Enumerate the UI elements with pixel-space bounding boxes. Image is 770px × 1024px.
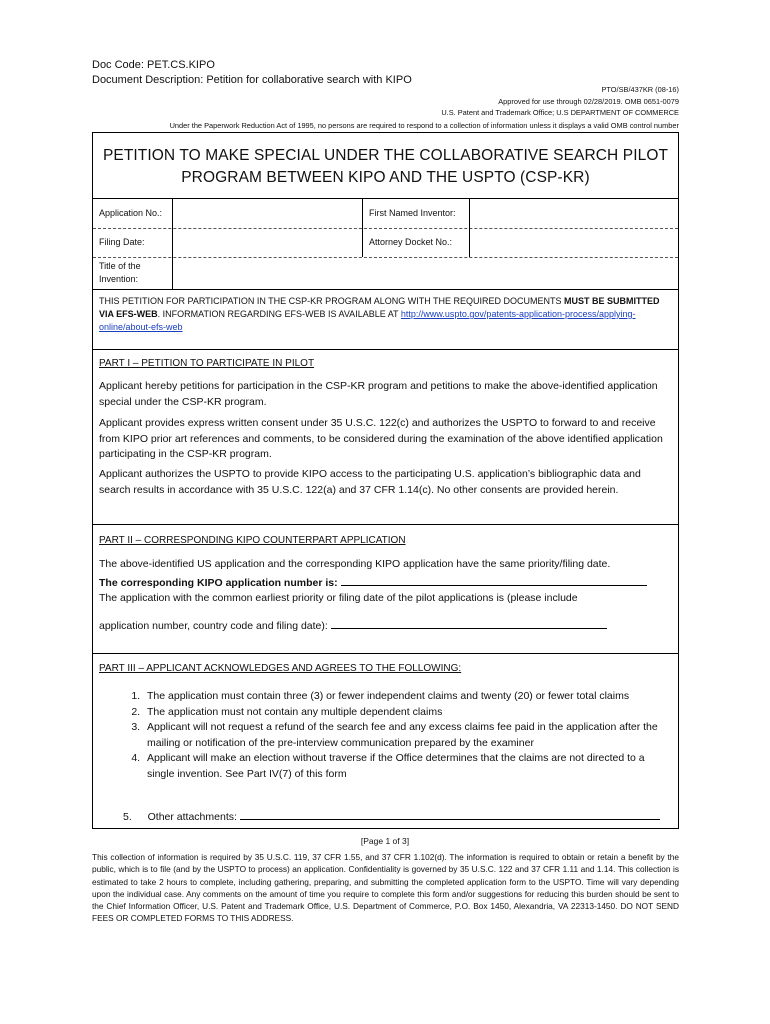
title-of-invention-label: Title of the Invention:: [99, 261, 141, 284]
part2-paragraph: The above-identified US application and the corresponding KIPO application have the same priority/filing date.: [99, 558, 611, 570]
table-column-divider: [362, 198, 363, 257]
page-number: [Page 1 of 3]: [360, 836, 410, 846]
table-column-divider: [172, 198, 173, 289]
form-box: [92, 132, 679, 829]
agency-name: U.S. Patent and Trademark Office; U.S DEPARTMENT OF COMMERCE: [441, 108, 679, 117]
kipo-number-label: The corresponding KIPO application number is:: [99, 577, 338, 589]
efs-notice: [99, 295, 668, 334]
efs-web-link[interactable]: http://www.uspto.gov/patents-application-process/applying-online/about-efs-web: [99, 309, 636, 332]
doc-description: Document Description: Petition for collaborative search with KIPO: [92, 74, 412, 86]
doc-code: Doc Code: PET.CS.KIPO: [92, 59, 215, 71]
application-no-input[interactable]: [174, 200, 360, 227]
filing-date-input[interactable]: [174, 230, 360, 256]
paperwork-notice: Under the Paperwork Reduction Act of 1995, no persons are required to respond to a collection of information unless it displays a valid OMB control number: [169, 121, 679, 130]
part1-paragraph: Applicant authorizes the USPTO to provide KIPO access to the participating U.S. application’s bibliographic data and search results in accordance with 35 U.S.C. 122(a) and 37 CFR 1.14(c). No other consents are provided herein.: [99, 468, 641, 496]
acknowledgement-list: [99, 689, 668, 782]
other-attachments-label: Other attachments:: [147, 811, 237, 823]
section-divider: [93, 653, 678, 654]
table-top-border: [93, 198, 678, 199]
efs-bold-text: MUST BE SUBMITTED VIA EFS-WEB: [99, 296, 660, 319]
item-number: 5.: [123, 811, 132, 823]
form-number: PTO/SB/437KR (08-16): [601, 85, 679, 94]
burden-statement: This collection of information is required by 35 U.S.C. 119, 37 CFR 1.55, and 37 CFR 1.102(d). The information is required to obtain or retain a benefit by the public, which is to file (and by the USPTO to process) an application. Confidentiality is governed by 35 U.S.C. 122 and 37 CFR 1.11 and 1.14. This collection is estimated to take 2 hours to complete, including gathering, preparing, and submitting the completed application form to the USPTO. Time will vary depending upon the individual case. Any comments on the amount of time you require to complete this form and/or suggestions for reducing this burden should be sent to the Chief Information Officer, U.S. Patent and Trademark Office, U.S. Department of Commerce, P.O. Box 1450, Alexandria, VA 22313-1450. DO NOT SEND FEES OR COMPLETED FORMS TO THIS ADDRESS.: [92, 852, 679, 924]
table-bottom-border: [93, 289, 678, 290]
table-row-divider: [93, 257, 678, 258]
other-attachments-row: [123, 808, 660, 825]
counterpart-details-row: [99, 617, 668, 635]
form-info: [441, 84, 679, 119]
list-item: 3. Applicant will not request a refund of the search fee and any excess claims fee paid in the application after the mailing or notification of the pre-interview communication prepared by the examiner: [143, 720, 668, 751]
attorney-docket-label: Attorney Docket No.:: [369, 237, 453, 247]
omb-approval: Approved for use through 02/28/2019. OMB 0651-0079: [498, 96, 679, 106]
list-item: 2. The application must not contain any multiple dependent claims: [143, 705, 668, 721]
efs-text-after: . INFORMATION REGARDING EFS-WEB IS AVAILABLE AT: [157, 309, 401, 319]
list-item: 4. Applicant will make an election without traverse if the Office determines that the claims are not directed to a single invention. See Part IV(7) of this form: [143, 751, 668, 782]
kipo-number-row: [99, 574, 668, 592]
part1-paragraph: Applicant hereby petitions for participation in the CSP-KR program and petitions to make the above-identified application special under the CSP-KR program.: [99, 380, 658, 408]
doc-header: [92, 58, 412, 88]
part2-paragraph: The application with the common earliest priority or filing date of the pilot applications is (please include: [99, 592, 578, 604]
title-of-invention-input[interactable]: [174, 259, 676, 288]
part3-heading: PART III – APPLICANT ACKNOWLEDGES AND AGREES TO THE FOLLOWING:: [99, 663, 462, 674]
part1-heading: PART I – PETITION TO PARTICIPATE IN PILOT: [99, 358, 315, 369]
other-attachments-input[interactable]: [240, 808, 660, 820]
filing-date-label: Filing Date:: [99, 237, 145, 247]
table-column-divider: [469, 198, 470, 257]
first-named-inventor-label: First Named Inventor:: [369, 208, 456, 218]
counterpart-details-input[interactable]: [331, 617, 607, 629]
efs-text: THIS PETITION FOR PARTICIPATION IN THE CSP-KR PROGRAM ALONG WITH THE REQUIRED DOCUMENTS: [99, 296, 565, 306]
first-named-inventor-input[interactable]: [471, 200, 676, 227]
counterpart-details-label: application number, country code and filing date):: [99, 620, 328, 632]
kipo-number-input[interactable]: [341, 574, 647, 586]
section-divider: [93, 524, 678, 525]
table-row-divider: [93, 228, 678, 229]
form-title: PETITION TO MAKE SPECIAL UNDER THE COLLABORATIVE SEARCH PILOT PROGRAM BETWEEN KIPO AND THE USPTO (CSP-KR): [102, 147, 669, 186]
application-no-label: Application No.:: [99, 208, 163, 218]
section-divider: [93, 349, 678, 350]
part1-paragraph: Applicant provides express written consent under 35 U.S.C. 122(c) and authorizes the USPTO to forward to and receive from KIPO prior art references and comments, to be considered during the examination of the above identified application participating in the CSP-KR program.: [99, 417, 663, 460]
part2-heading: PART II – CORRESPONDING KIPO COUNTERPART APPLICATION: [99, 535, 406, 546]
attorney-docket-input[interactable]: [471, 230, 676, 256]
list-item: 1. The application must contain three (3) or fewer independent claims and twenty (20) or fewer total claims: [143, 689, 668, 705]
